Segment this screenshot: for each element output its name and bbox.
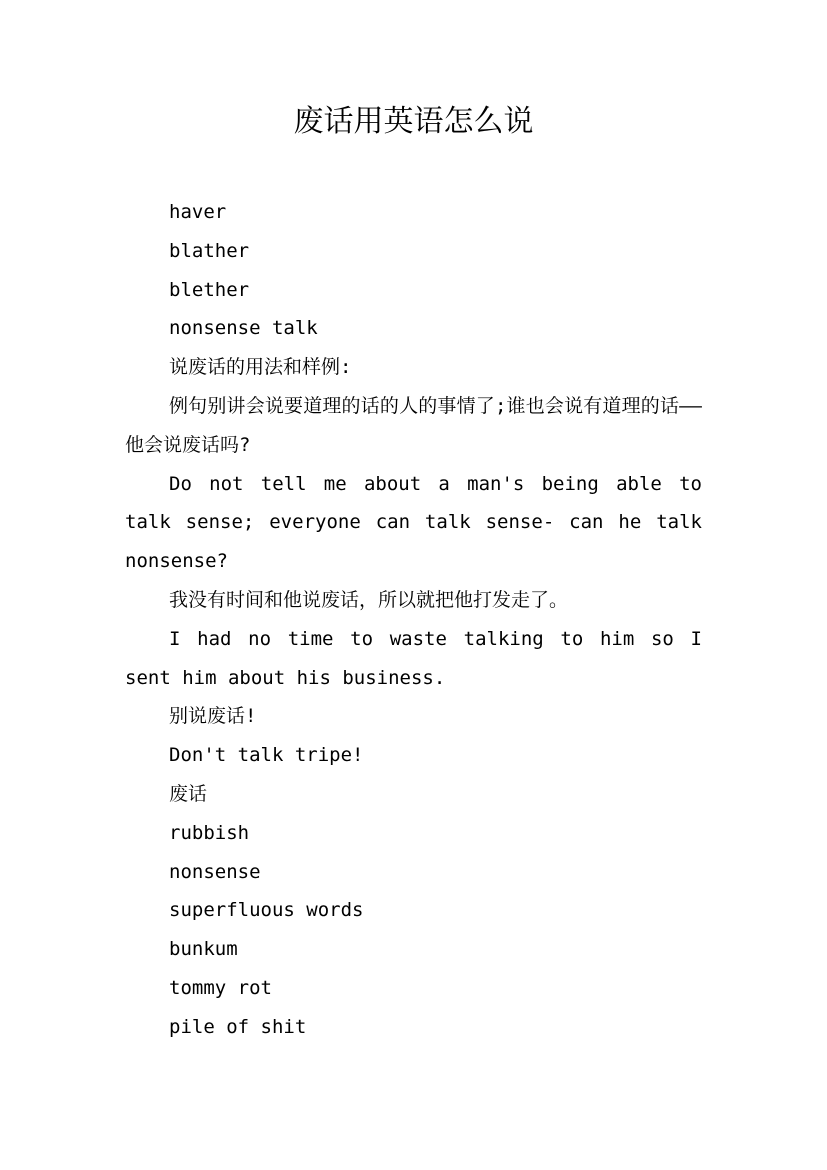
paragraph-term-bunkum: bunkum bbox=[169, 938, 238, 961]
paragraph-term-rubbish: rubbish bbox=[169, 821, 250, 844]
paragraph-example-3-chinese: 别说废话! bbox=[169, 705, 257, 728]
paragraph-term-superfluous-words: superfluous words bbox=[169, 899, 364, 922]
paragraph-section-heading: 废话 bbox=[169, 782, 208, 805]
paragraph-example-3-english: Don't talk tripe! bbox=[169, 744, 364, 767]
document-title: 废话用英语怎么说 bbox=[293, 104, 534, 139]
paragraph-example-1-chinese: 例句别讲会说要道理的话的人的事情了;谁也会说有道理的话——他会说废话吗? bbox=[125, 394, 702, 456]
paragraph-usage-heading: 说废话的用法和样例: bbox=[169, 356, 352, 379]
paragraph-term-haver: haver bbox=[169, 201, 227, 223]
paragraph-term-blather: blather bbox=[169, 239, 250, 262]
document-body bbox=[125, 193, 702, 1047]
paragraph-term-pile-of-shit: pile of shit bbox=[169, 1015, 307, 1038]
paragraph-example-1-english: Do not tell me about a man's being able to talk sense; everyone can talk sense- can he talk nonsense? bbox=[125, 472, 702, 573]
paragraph-term-nonsense-talk: nonsense talk bbox=[169, 317, 318, 340]
paragraph-term-tommy-rot: tommy rot bbox=[169, 976, 272, 999]
paragraph-example-2-english: I had no time to waste talking to him so I sent him about his business. bbox=[125, 627, 702, 689]
paragraph-example-2-chinese: 我没有时间和他说废话，所以就把他打发走了。 bbox=[169, 588, 569, 611]
paragraph-term-nonsense: nonsense bbox=[169, 860, 261, 883]
paragraph-term-blether: blether bbox=[169, 278, 250, 301]
